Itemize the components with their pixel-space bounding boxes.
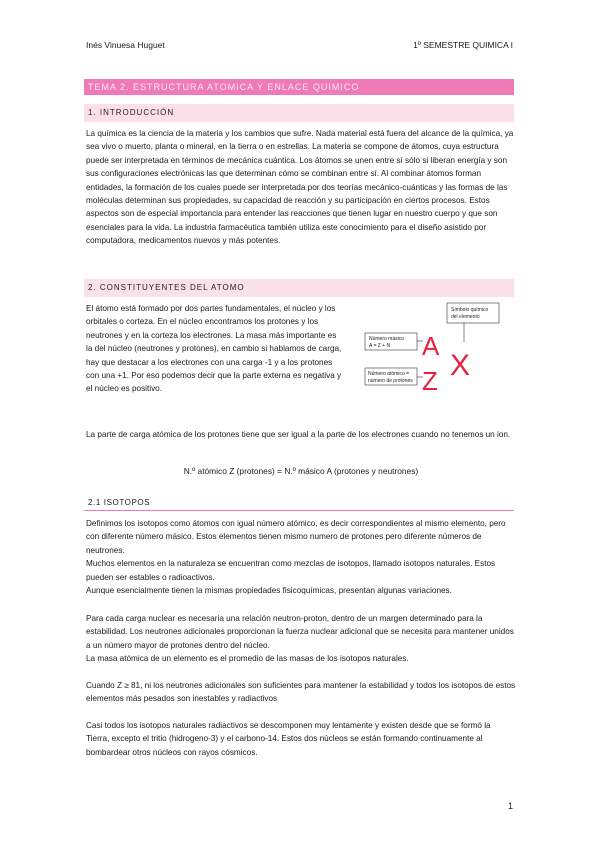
page-number: 1: [507, 801, 513, 811]
letter-a: A: [422, 331, 440, 361]
atomic-number-formula: número de protones: [368, 378, 413, 384]
letter-x: X: [450, 349, 471, 382]
constituents-paragraph-2: La parte de carga atómica de los protones tiene que ser igual a la parte de los electrones cuando no tenemos un ion.: [86, 430, 511, 439]
section-heading-constituents: 2. CONSTITUYENTES DEL ATOMO: [84, 279, 514, 297]
isotopes-paragraph-2: Para cada carga nuclear es necesaria una relación neutron-proton, dentro de un margen determinado para la estabilidad. Los neutrones adicionales proporcionan la fuerza nuclear adicional que se necesita para mantener unidos a un número mayor de protones dentro del núcleo. La masa atómica de un elemento es el promedio de las masas de los isotopos naturales.: [86, 614, 514, 664]
intro-paragraph: La química es la ciencia de la materia y los cambios que sufre. Nada material está fuera del alcance de la química, ya sea vivo o muerto, planta o mineral, en la tierra o en estrellas. La materia se compone de átomos, cuya estructura puede ser interpretada en términos de mecánica cuántica. Los átomos se unen entre sí sólo si liberan energía y son sus configuraciones electrónicas las que determinan cómo se combinan entre sí. Al combinar átomos forman entidades, la formación de los cuales puede ser interpretada por dos teorías mecánico-cuánticas y las formas de las moléculas determinan sus propiedades, su capacidad de reacción y su participación en ciertos procesos. Estos aspectos son de especial importancia para entender las reacciones que tienen lugar en nuestro cuerpo y que son esenciales para la vida. La industria farmacéutica también utiliza este conocimiento para el diseño asistido por computadora, medicamentos nuevos y más potentes.: [86, 129, 514, 246]
letter-z: Z: [422, 366, 438, 396]
mass-number-label: Número másico: [369, 336, 405, 342]
atomic-formula: N.º atómico Z (protones) = N.º másico A (protones y neutrones): [183, 466, 419, 476]
constituents-paragraph: El átomo está formado por dos partes fundamentales, el núcleo y los orbitales o corteza. En el núcleo encontramos los protones y los neutrones y en la corteza los electrones. La masa más importante es la del núcleo (neutrones y protones), en cambio si hablamos de carga, hay que destacar a los electrones con una carga -1 y a los protones con una +1. Por eso podemos decir que la parte externa es negativa y el núcleo es positivo.: [86, 304, 342, 394]
section-heading-isotopes: 2.1 ISOTOPOS: [84, 495, 514, 511]
header-author: Inés Vinuesa Huguet: [86, 40, 165, 50]
page-title: TEMA 2. ESTRUCTURA ATOMICA Y ENLACE QUIMICO: [84, 79, 514, 95]
header-course: 1º SEMESTRE QUIMICA I: [413, 40, 513, 50]
isotopes-paragraph-3: Cuando Z ≥ 81, ni los neutrones adicionales son suficientes para mantener la estabilidad y todos los isotopos de estos elementos más pesados son inestables y radiactivos: [86, 681, 516, 704]
symbol-box: [447, 303, 499, 323]
symbol-label: Símbolo químico: [451, 307, 489, 313]
isotopes-paragraph-4: Casi todos los isotopos naturales radiactivos se descomponen muy lentamente y existen desde que se formó la Tierra, excepto el tritio (hidrogeno-3) y el carbono-14. Estos dos núcleos se están formando continuamente al bombardear otros núcleos con rayos cósmicos.: [86, 721, 491, 757]
mass-number-formula: A = Z + N: [369, 343, 391, 349]
symbol-label-2: del elemento: [451, 314, 480, 320]
section-heading-intro: 1. INTRODUCCIÓN: [84, 104, 514, 122]
atomic-notation-diagram: [360, 300, 510, 420]
isotopes-paragraph-1: Definimos los isotopos como átomos con igual número atómico, es decir correspondientes al mismo elemento, pero con diferente número másico. Estos elementos tienen mismo numero de protones pero diferente números de neutrones. Muchos elementos en la naturaleza se encuentran como mezclas de isotopos, llamado isotopos naturales. Estos pueden ser estables o radioactivos. Aunque esencialmente tienen la mismas propiedades fisicoquímicas, presentan algunas variaciones.: [86, 519, 506, 596]
atomic-number-label: Número atómico =: [368, 371, 409, 377]
